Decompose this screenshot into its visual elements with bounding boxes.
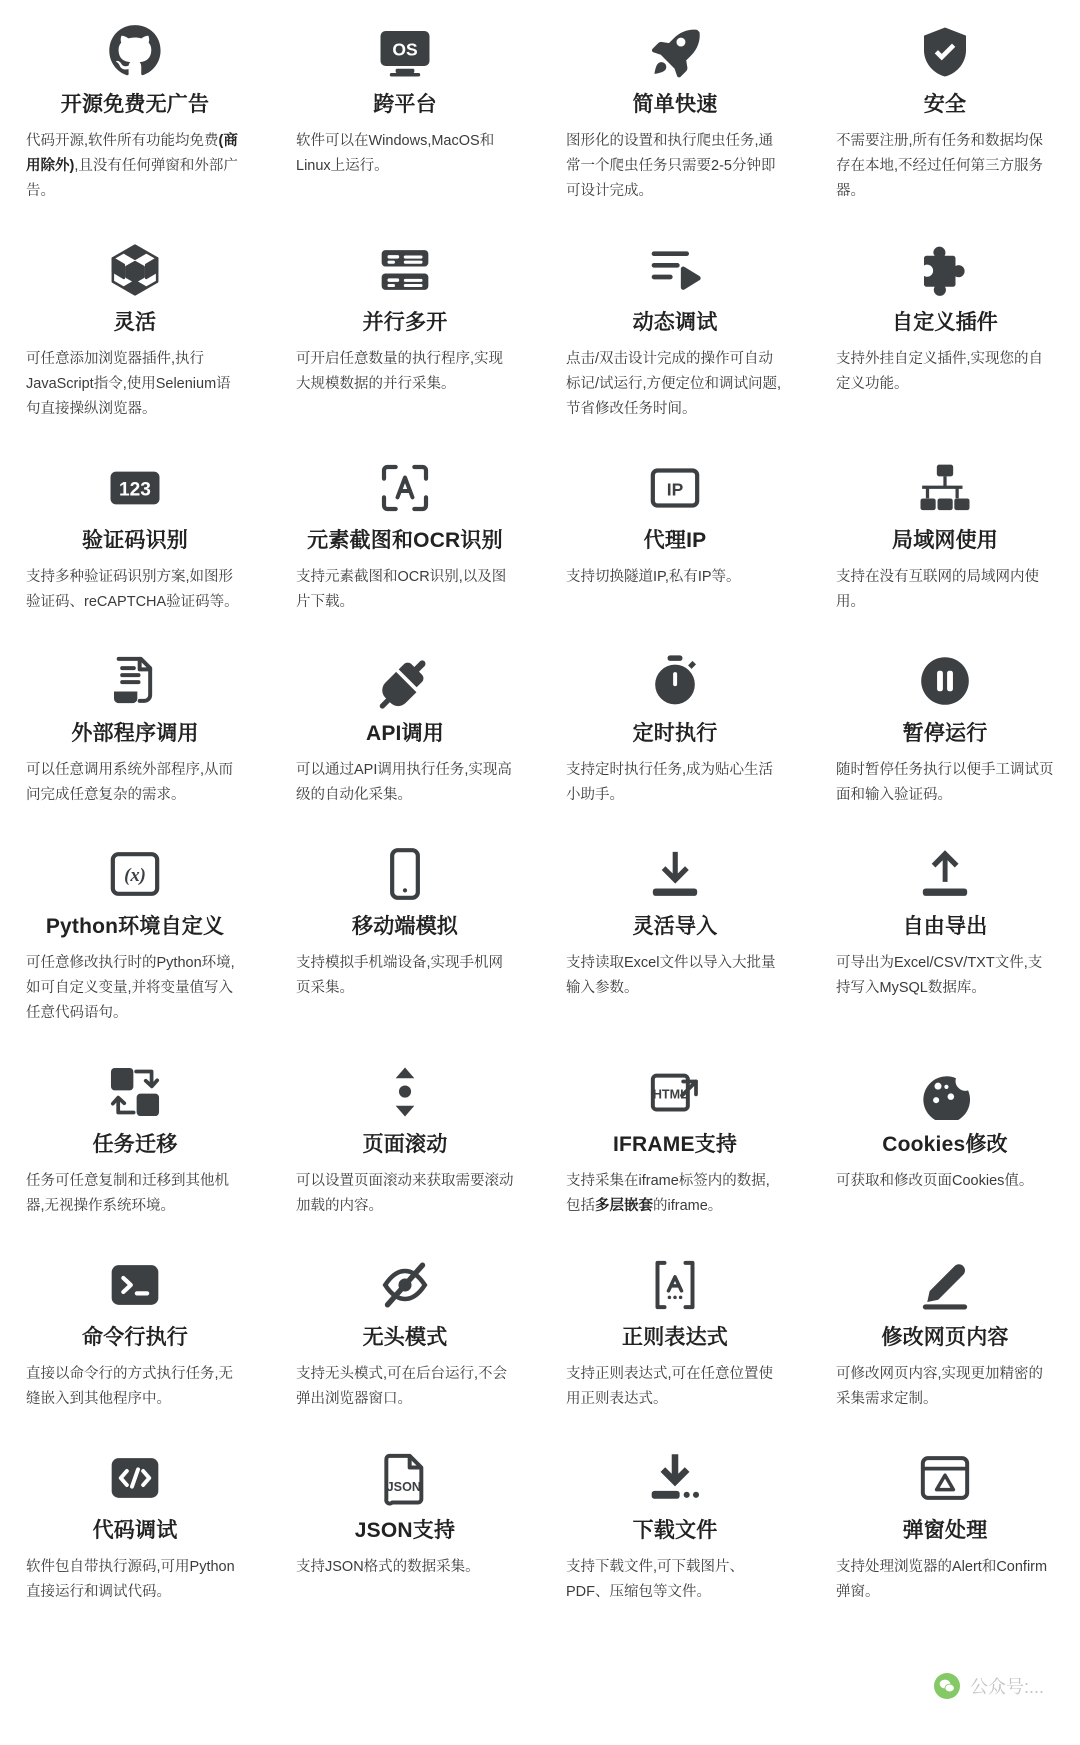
- cube-lattice-icon: [26, 232, 244, 308]
- feature-title: 开源免费无广告: [60, 93, 210, 116]
- feature-title: 修改网页内容: [881, 1326, 1009, 1350]
- iframe-html-icon: [566, 1054, 784, 1130]
- feature-description: [566, 951, 784, 1001]
- feature-description-text: 支持处理浏览器的Alert和Confirm弹窗。: [836, 1559, 1048, 1601]
- feature-description-text: 支持在没有互联网的局域网内使用。: [836, 569, 1039, 611]
- feature-title: 移动端模拟: [352, 915, 458, 939]
- cookie-icon: [836, 1054, 1054, 1130]
- rocket-icon: [566, 14, 784, 90]
- feature-description-text: 不需要注册,所有任务和数据均保存在本地,不经过任何第三方服务器。: [836, 133, 1044, 200]
- debug-play-icon: [566, 232, 784, 308]
- edit-pencil-icon: [836, 1247, 1054, 1323]
- terminal-icon: [26, 1247, 244, 1323]
- feature-card: [810, 226, 1080, 444]
- headless-eye-off-icon: [296, 1247, 514, 1323]
- feature-description: [836, 951, 1054, 1001]
- feature-description-text: 支持采集在iframe标签内的数据,包括: [566, 1173, 770, 1215]
- feature-title: 自由导出: [902, 915, 988, 939]
- feature-description: [26, 565, 244, 615]
- feature-description: [566, 565, 784, 590]
- feature-card: [270, 1048, 540, 1241]
- feature-description-text: 软件可以在Windows,MacOS和Linux上运行。: [296, 133, 495, 175]
- feature-title: Python环境自定义: [45, 915, 225, 939]
- svg-text:(x): (x): [124, 865, 146, 887]
- feature-card: [0, 8, 270, 226]
- feature-description: [566, 758, 784, 808]
- feature-description-text: 可以任意调用系统外部程序,从而问完成任意复杂的需求。: [26, 762, 234, 804]
- os-monitor-icon: [296, 14, 514, 90]
- feature-description: [566, 347, 784, 422]
- feature-title: 弹窗处理: [902, 1519, 988, 1543]
- feature-description-text: 支持定时执行任务,成为贴心生活小助手。: [566, 762, 774, 804]
- feature-card: [540, 226, 810, 444]
- feature-description-text: 图形化的设置和执行爬虫任务,通常一个爬虫任务只需要2-5分钟即可设计完成。: [566, 133, 776, 200]
- feature-description-text: 支持模拟手机端设备,实现手机网页采集。: [296, 955, 504, 997]
- feature-description-text: 支持多种验证码识别方案,如图形验证码、reCAPTCHA验证码等。: [26, 569, 239, 611]
- feature-title: 并行多开: [362, 311, 448, 334]
- feature-title: 代理IP: [643, 529, 707, 552]
- download-file-icon: [566, 1440, 784, 1516]
- feature-title: 外部程序调用: [71, 722, 199, 746]
- feature-description: [566, 1555, 784, 1605]
- feature-description-text: 代码开源,软件所有功能均免费: [26, 133, 219, 150]
- shield-check-icon: [836, 14, 1054, 90]
- feature-title: 灵活导入: [632, 915, 718, 939]
- feature-card: [810, 1048, 1080, 1241]
- feature-description: [296, 129, 514, 179]
- task-migrate-icon: [26, 1054, 244, 1130]
- wechat-logo-icon: [934, 1673, 960, 1699]
- feature-card: [810, 830, 1080, 1048]
- svg-text:HTML: HTML: [652, 1087, 688, 1102]
- feature-card: [0, 1434, 270, 1627]
- feature-description-text: 软件包自带执行源码,可用Python直接运行和调试代码。: [26, 1559, 235, 1601]
- feature-description: [296, 951, 514, 1001]
- feature-title: JSON支持: [354, 1519, 456, 1543]
- feature-description: [296, 1362, 514, 1412]
- feature-description-text: 点击/双击设计完成的操作可自动标记/试运行,方便定位和调试问题,节省修改任务时间。: [566, 351, 782, 418]
- feature-card: [0, 1048, 270, 1241]
- feature-title: 正则表达式: [622, 1326, 728, 1350]
- feature-description: [26, 758, 244, 808]
- feature-description-text: 可任意修改执行时的Python环境,如可自定义变量,并将变量值写入任意代码语句。: [26, 955, 235, 1022]
- feature-card: [540, 637, 810, 830]
- feature-description-text: 支持下载文件,可下载图片、PDF、压缩包等文件。: [566, 1559, 745, 1601]
- feature-card: [810, 1434, 1080, 1627]
- feature-description: [26, 1555, 244, 1605]
- timer-icon: [566, 643, 784, 719]
- feature-card: [540, 830, 810, 1048]
- feature-description-text: 可开启任意数量的执行程序,实现大规模数据的并行采集。: [296, 351, 504, 393]
- feature-title: 跨平台: [373, 93, 437, 116]
- feature-title: 定时执行: [632, 722, 718, 746]
- feature-description-text: 直接以命令行的方式执行任务,无缝嵌入到其他程序中。: [26, 1366, 234, 1408]
- feature-card: [270, 637, 540, 830]
- feature-title: 局域网使用: [892, 529, 998, 552]
- feature-description: [836, 129, 1054, 204]
- feature-title: 下载文件: [632, 1519, 718, 1543]
- feature-description: [26, 347, 244, 422]
- feature-description-text: 随时暂停任务执行以便手工调试页面和输入验证码。: [836, 762, 1054, 804]
- feature-description: [836, 347, 1054, 397]
- feature-description-text: 的iframe。: [653, 1198, 723, 1215]
- feature-card: [810, 444, 1080, 637]
- captcha-123-icon: [26, 450, 244, 526]
- feature-card: [0, 637, 270, 830]
- feature-description: [836, 1362, 1054, 1412]
- feature-description-text: 可任意添加浏览器插件,执行JavaScript指令,使用Selenium语句直接操纵浏览器。: [26, 351, 231, 418]
- feature-description: [296, 565, 514, 615]
- feature-description: [296, 1169, 514, 1219]
- feature-description: [296, 1555, 514, 1580]
- regex-brackets-icon: [566, 1247, 784, 1323]
- feature-description: [836, 1169, 1054, 1194]
- feature-card: [270, 8, 540, 226]
- feature-title: 任务迁移: [92, 1133, 178, 1157]
- feature-card: [270, 1434, 540, 1627]
- feature-description-text: ,且没有任何弹窗和外部广告。: [26, 158, 238, 200]
- feature-card: [0, 226, 270, 444]
- watermark: [934, 1673, 1044, 1699]
- feature-title: 无头模式: [362, 1326, 448, 1350]
- feature-card: [0, 830, 270, 1048]
- feature-title: API调用: [365, 722, 444, 746]
- svg-text:OS: OS: [392, 39, 418, 60]
- feature-description-text: 支持外挂自定义插件,实现您的自定义功能。: [836, 351, 1044, 393]
- feature-title: 简单快速: [632, 93, 718, 116]
- feature-description-text: 可导出为Excel/CSV/TXT文件,支持写入MySQL数据库。: [836, 955, 1043, 997]
- mobile-phone-icon: [296, 836, 514, 912]
- feature-description: [296, 758, 514, 808]
- feature-card: [540, 444, 810, 637]
- feature-card: [270, 830, 540, 1048]
- feature-title: 命令行执行: [82, 1326, 188, 1350]
- feature-card: [810, 637, 1080, 830]
- feature-description: [26, 1362, 244, 1412]
- python-variable-icon: [26, 836, 244, 912]
- feature-description-text: 支持元素截图和OCR识别,以及图片下载。: [296, 569, 507, 611]
- feature-card: [270, 226, 540, 444]
- feature-description-text: 可获取和修改页面Cookies值。: [836, 1173, 1034, 1190]
- feature-description-text: 可以设置页面滚动来获取需要滚动加载的内容。: [296, 1173, 514, 1215]
- feature-description-text: 可以通过API调用执行任务,实现高级的自动化采集。: [296, 762, 512, 804]
- feature-description-text: 支持无头模式,可在后台运行,不会弹出浏览器窗口。: [296, 1366, 508, 1408]
- feature-description-text: 可修改网页内容,实现更加精密的采集需求定制。: [836, 1366, 1044, 1408]
- feature-description: [296, 347, 514, 397]
- feature-card: [0, 1241, 270, 1434]
- ip-proxy-icon: [566, 450, 784, 526]
- svg-text:123: 123: [119, 479, 151, 501]
- feature-description-text: 支持切换隧道IP,私有IP等。: [566, 569, 741, 586]
- feature-description: [26, 129, 244, 204]
- feature-description: [836, 565, 1054, 615]
- feature-title: 灵活: [113, 311, 157, 334]
- feature-description-text: 支持JSON格式的数据采集。: [296, 1559, 480, 1576]
- feature-title: 代码调试: [92, 1519, 178, 1543]
- json-file-icon: [296, 1440, 514, 1516]
- feature-card: [810, 1241, 1080, 1434]
- feature-description-text: 支持正则表达式,可在任意位置使用正则表达式。: [566, 1366, 774, 1408]
- feature-title: IFRAME支持: [612, 1133, 738, 1157]
- feature-title: 页面滚动: [362, 1133, 448, 1157]
- feature-description: [566, 1169, 784, 1219]
- feature-title: Cookies修改: [882, 1133, 1008, 1157]
- feature-title: 元素截图和OCR识别: [307, 529, 503, 552]
- feature-description-emphasis: (商用除外): [26, 133, 238, 175]
- code-brackets-icon: [26, 1440, 244, 1516]
- feature-description: [836, 758, 1054, 808]
- server-stack-icon: [296, 232, 514, 308]
- alert-dialog-icon: [836, 1440, 1054, 1516]
- page-scroll-icon: [296, 1054, 514, 1130]
- feature-title: 安全: [923, 93, 967, 116]
- import-download-icon: [566, 836, 784, 912]
- feature-description: [26, 1169, 244, 1219]
- feature-card: [0, 444, 270, 637]
- github-icon: [26, 14, 244, 90]
- svg-text:JSON: JSON: [386, 1480, 421, 1495]
- feature-card: [540, 1048, 810, 1241]
- feature-title: 动态调试: [632, 311, 718, 334]
- watermark-text: 公众号:...: [969, 1677, 1044, 1697]
- api-plug-icon: [296, 643, 514, 719]
- feature-description: [836, 1555, 1054, 1605]
- feature-card: [810, 8, 1080, 226]
- external-program-icon: [26, 643, 244, 719]
- feature-card: [270, 444, 540, 637]
- lan-network-icon: [836, 450, 1054, 526]
- feature-title: 验证码识别: [82, 529, 188, 552]
- feature-description-text: 支持读取Excel文件以导入大批量输入参数。: [566, 955, 776, 997]
- svg-text:IP: IP: [666, 479, 684, 500]
- feature-description-text: 任务可任意复制和迁移到其他机器,无视操作系统环境。: [26, 1173, 229, 1215]
- feature-description-emphasis: 多层嵌套: [595, 1198, 653, 1215]
- feature-description: [566, 129, 784, 204]
- feature-card: [270, 1241, 540, 1434]
- feature-card: [540, 8, 810, 226]
- feature-description: [566, 1362, 784, 1412]
- pause-icon: [836, 643, 1054, 719]
- feature-card: [540, 1434, 810, 1627]
- feature-description: [26, 951, 244, 1026]
- puzzle-piece-icon: [836, 232, 1054, 308]
- feature-card: [540, 1241, 810, 1434]
- feature-title: 暂停运行: [902, 722, 988, 746]
- feature-title: 自定义插件: [892, 311, 998, 334]
- ocr-text-scan-icon: [296, 450, 514, 526]
- export-upload-icon: [836, 836, 1054, 912]
